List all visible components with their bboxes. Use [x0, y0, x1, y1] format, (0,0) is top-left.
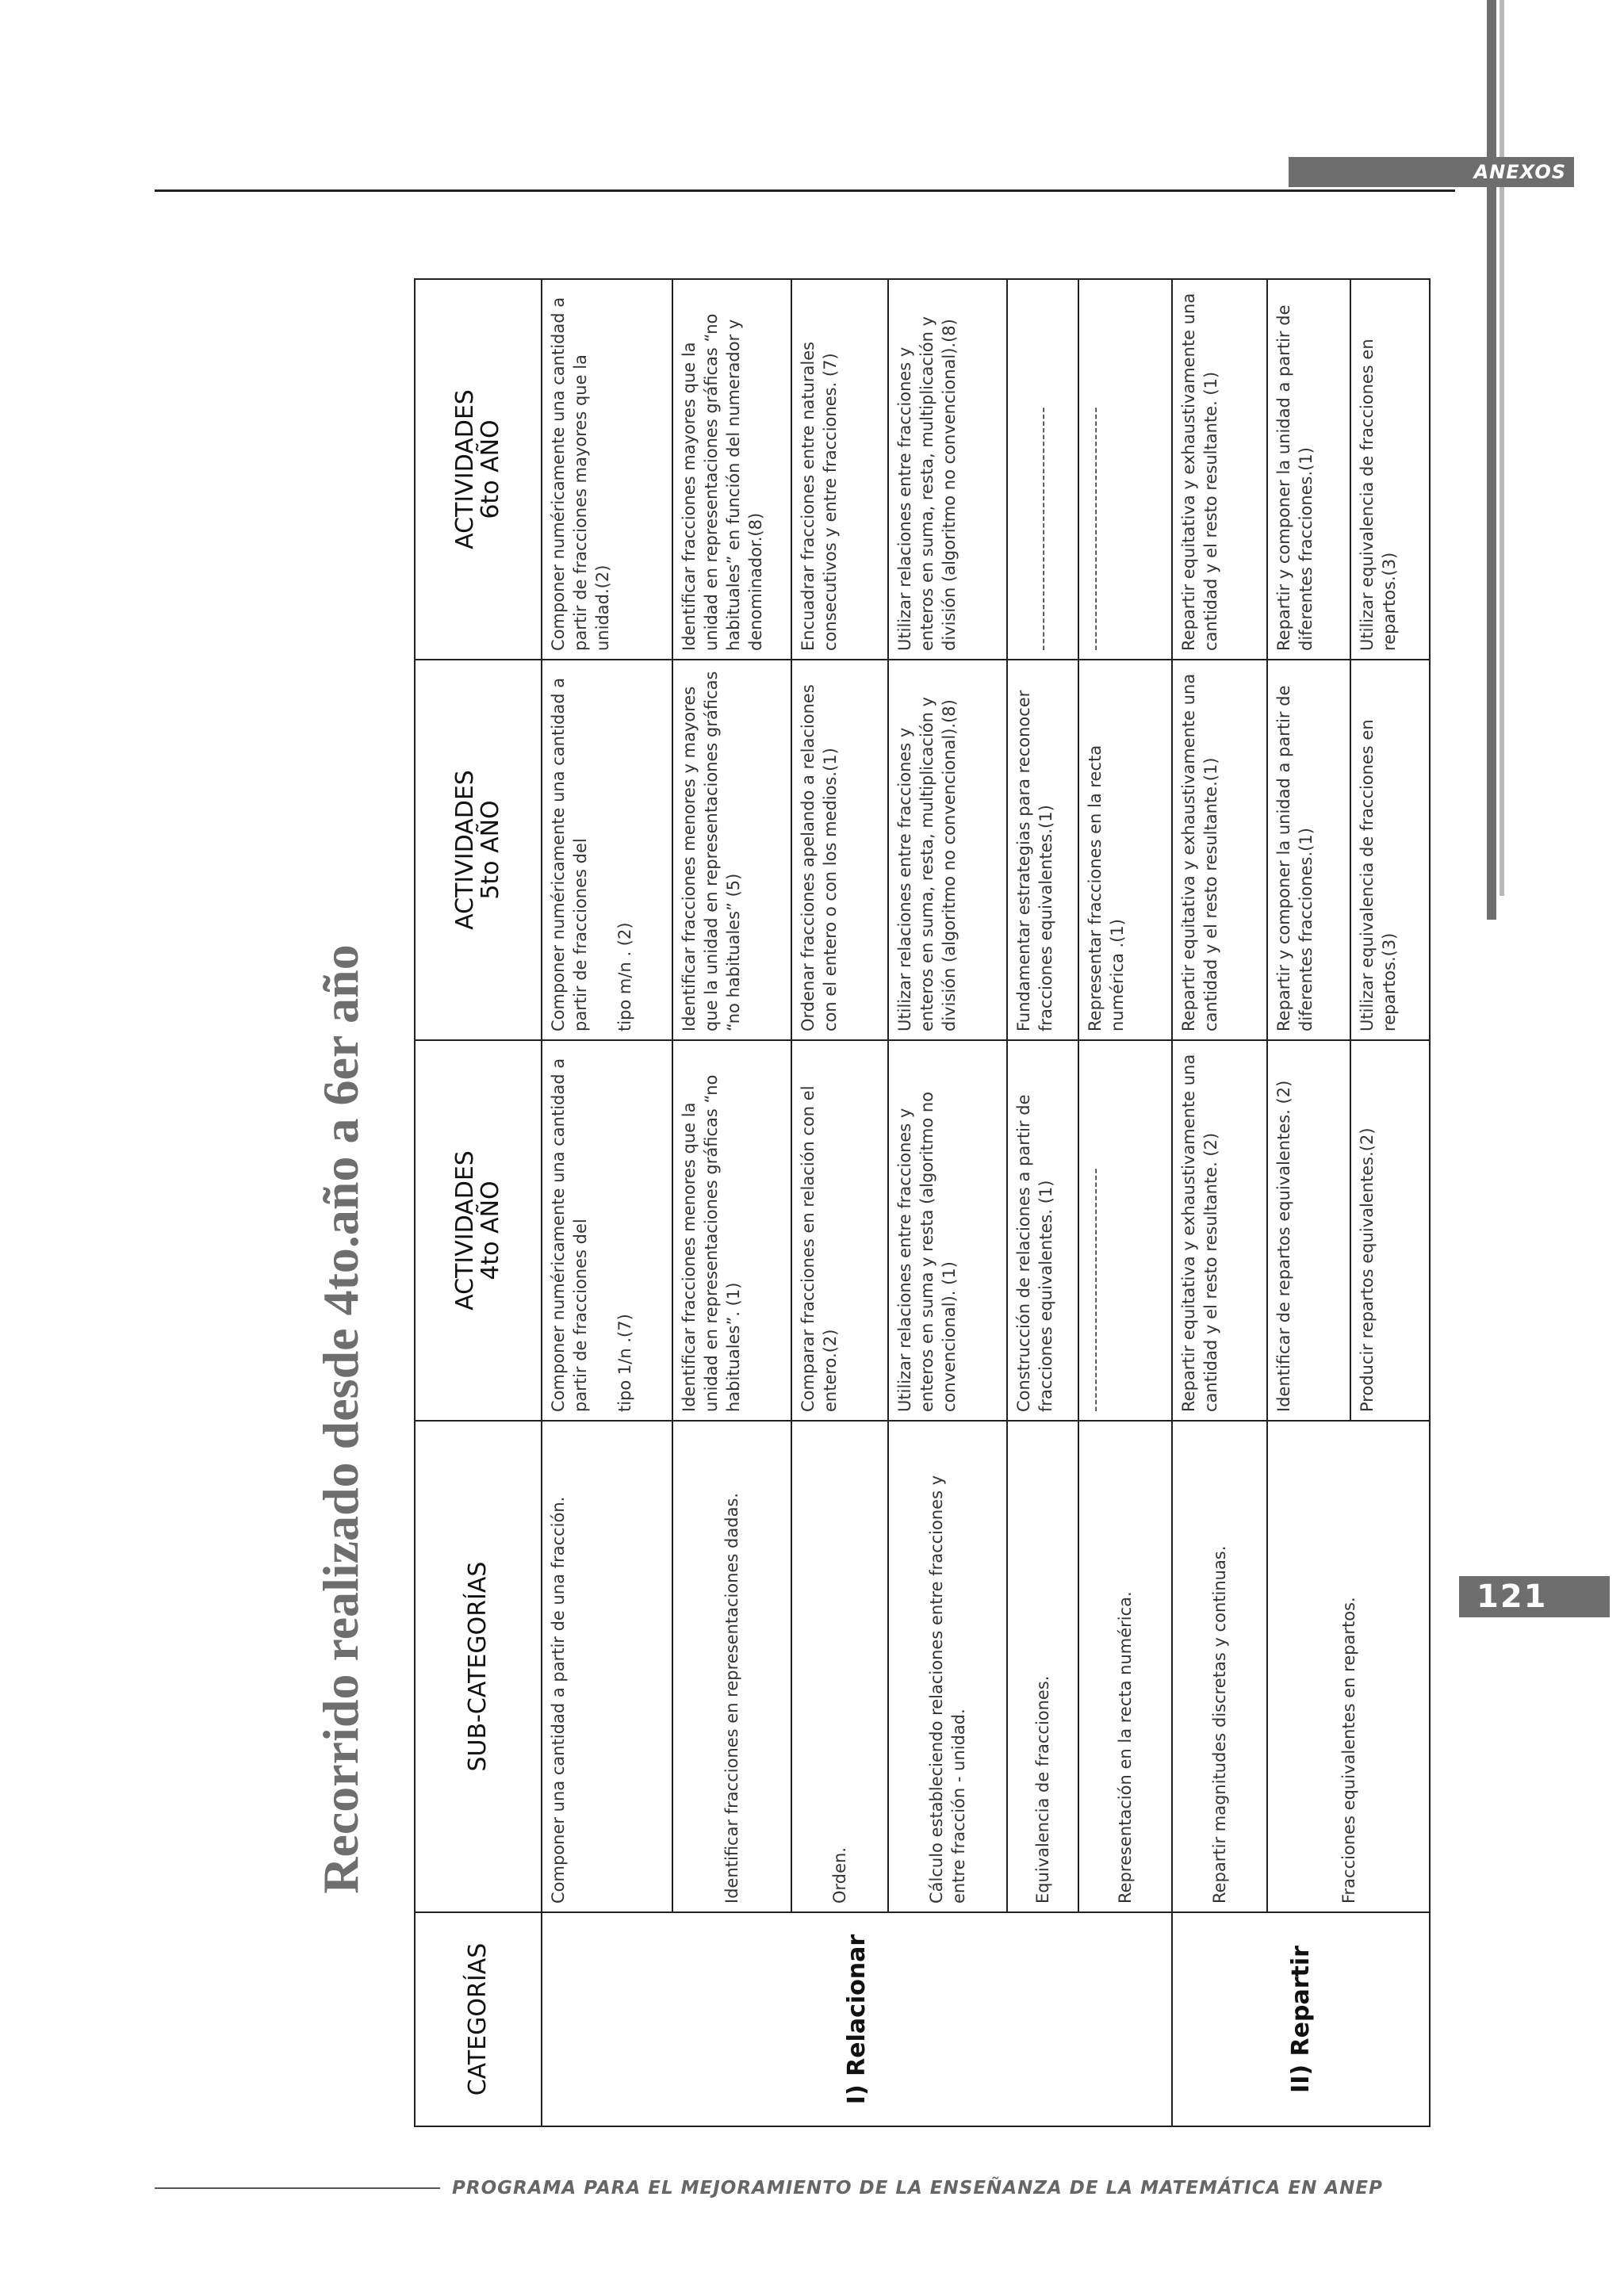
activity-text-fraction: tipo 1/n .(7): [615, 1314, 634, 1412]
page-number: 121: [1459, 1576, 1610, 1617]
header-act5-line2: 5to AÑO: [477, 800, 504, 900]
header-rule: [155, 189, 1455, 192]
activity-5to-cell: Repartir equitativa y exhaustivamente una cantidad y el resto resultante.(1): [1172, 660, 1267, 1040]
table-row: [791, 279, 888, 2126]
decorative-vertical-bar-light: [1500, 0, 1504, 896]
header-actividades-6to: [415, 279, 542, 660]
subcategory-cell: Identificar fracciones en representaciones dadas.: [672, 1421, 791, 1912]
header-subcategorias: SUB-CATEGORÍAS: [415, 1421, 542, 1912]
table-row: [1172, 279, 1267, 2126]
activity-4to-cell: [542, 1040, 672, 1421]
activity-6to-cell: Encuadrar fracciones entre naturales consecutivos y entre fracciones. (7): [791, 279, 888, 660]
activity-6to-cell: ------------------------------------: [1007, 279, 1078, 660]
subcategory-cell: Representación en la recta numérica.: [1078, 1421, 1172, 1912]
activity-4to-cell: Producir repartos equivalentes.(2): [1350, 1040, 1430, 1421]
activity-4to-cell: Identificar de repartos equivalentes. (2): [1267, 1040, 1350, 1421]
activity-5to-cell: Fundamentar estrategias para reconocer fracciones equivalentes.(1): [1007, 660, 1078, 1040]
footer-text: PROGRAMA PARA EL MEJORAMIENTO DE LA ENSEÑANZA DE LA MATEMÁTICA EN ANEP: [452, 2178, 1383, 2198]
activity-4to-cell: Comparar fracciones en relación con el entero.(2): [791, 1040, 888, 1421]
subcategory-cell: Orden.: [791, 1421, 888, 1912]
decorative-vertical-bar: [1487, 0, 1496, 920]
subcategory-cell: Repartir magnitudes discretas y continuas.: [1172, 1421, 1267, 1912]
activity-6to-cell: Repartir equitativa y exhaustivamente una cantidad y el resto resultante. (1): [1172, 279, 1267, 660]
activity-6to-cell: Componer numéricamente una cantidad a partir de fracciones mayores que la unidad.(2): [542, 279, 672, 660]
subcategory-cell: Equivalencia de fracciones.: [1007, 1421, 1078, 1912]
header-categorias: CATEGORÍAS: [415, 1912, 542, 2126]
activities-table: [414, 278, 1431, 2127]
table-row: [1078, 279, 1172, 2126]
header-actividades-4to: [415, 1040, 542, 1421]
header-actividades-5to: [415, 660, 542, 1040]
activity-6to-cell: Utilizar equivalencia de fracciones en repartos.(3): [1350, 279, 1430, 660]
activity-6to-cell: Utilizar relaciones entre fracciones y enteros en suma, resta, multiplicación y división (algoritmo no convencional).(8): [888, 279, 1007, 660]
subcategory-cell: Cálculo estableciendo relaciones entre fracciones y entre fracción - unidad.: [888, 1421, 1007, 1912]
activity-6to-cell: Identificar fracciones mayores que la unidad en representaciones gráficas “no habituales” en función del numerador y denominador.(8): [672, 279, 791, 660]
activity-text-fraction: tipo m/n . (2): [615, 922, 634, 1031]
table-row: [1007, 279, 1078, 2126]
table-row: [672, 279, 791, 2126]
activity-5to-cell: Identificar fracciones menores y mayores que la unidad en representaciones gráficas “no habituales” (5): [672, 660, 791, 1040]
header-act5-line1: ACTIVIDADES: [451, 770, 479, 930]
activity-4to-cell: ------------------------------------: [1078, 1040, 1172, 1421]
header-act4-line2: 4to AÑO: [477, 1181, 504, 1280]
activity-4to-cell: Repartir equitativa y exhaustivamente una cantidad y el resto resultante. (2): [1172, 1040, 1267, 1421]
header-act6-line1: ACTIVIDADES: [451, 389, 479, 549]
page-title: Recorrido realizado desde 4to.año a 6er año: [312, 944, 369, 1894]
table-row: [1267, 279, 1350, 2126]
category-repartir: II) Repartir: [1172, 1912, 1430, 2126]
activity-text: Componer numéricamente una cantidad a partir de fracciones del: [549, 677, 590, 1031]
subcategory-cell: Fracciones equivalentes en repartos.: [1267, 1421, 1430, 1912]
activity-5to-cell: Utilizar relaciones entre fracciones y enteros en suma, resta, multiplicación y división (algoritmo no convencional).(8): [888, 660, 1007, 1040]
activity-5to-cell: [542, 660, 672, 1040]
activity-5to-cell: Representar fracciones en la recta numérica .(1): [1078, 660, 1172, 1040]
header-act4-line1: ACTIVIDADES: [451, 1150, 479, 1311]
subcategory-cell: Componer una cantidad a partir de una fracción.: [542, 1421, 672, 1912]
activity-6to-cell: ------------------------------------: [1078, 279, 1172, 660]
activity-5to-cell: Repartir y componer la unidad a partir de diferentes fracciones.(1): [1267, 660, 1350, 1040]
activity-5to-cell: Ordenar fracciones apelando a relaciones con el entero o con los medios.(1): [791, 660, 888, 1040]
activity-4to-cell: Construcción de relaciones a partir de fracciones equivalentes. (1): [1007, 1040, 1078, 1421]
footer-rule: [155, 2187, 440, 2189]
table-row: [542, 279, 672, 2126]
activity-5to-cell: Utilizar equivalencia de fracciones en repartos.(3): [1350, 660, 1430, 1040]
activity-4to-cell: Utilizar relaciones entre fracciones y enteros en suma y resta (algoritmo no convencional). (1): [888, 1040, 1007, 1421]
activity-6to-cell: Repartir y componer la unidad a partir de diferentes fracciones.(1): [1267, 279, 1350, 660]
header-act6-line2: 6to AÑO: [477, 419, 504, 519]
activities-table-wrapper: [414, 280, 1399, 2127]
table-row: [888, 279, 1007, 2126]
section-label: ANEXOS: [1473, 161, 1566, 183]
category-relacionar: I) Relacionar: [542, 1912, 1172, 2126]
activity-text: Componer numéricamente una cantidad a partir de fracciones del: [549, 1058, 590, 1412]
activity-4to-cell: Identificar fracciones menores que la unidad en representaciones gráficas “no habituales”. (1): [672, 1040, 791, 1421]
